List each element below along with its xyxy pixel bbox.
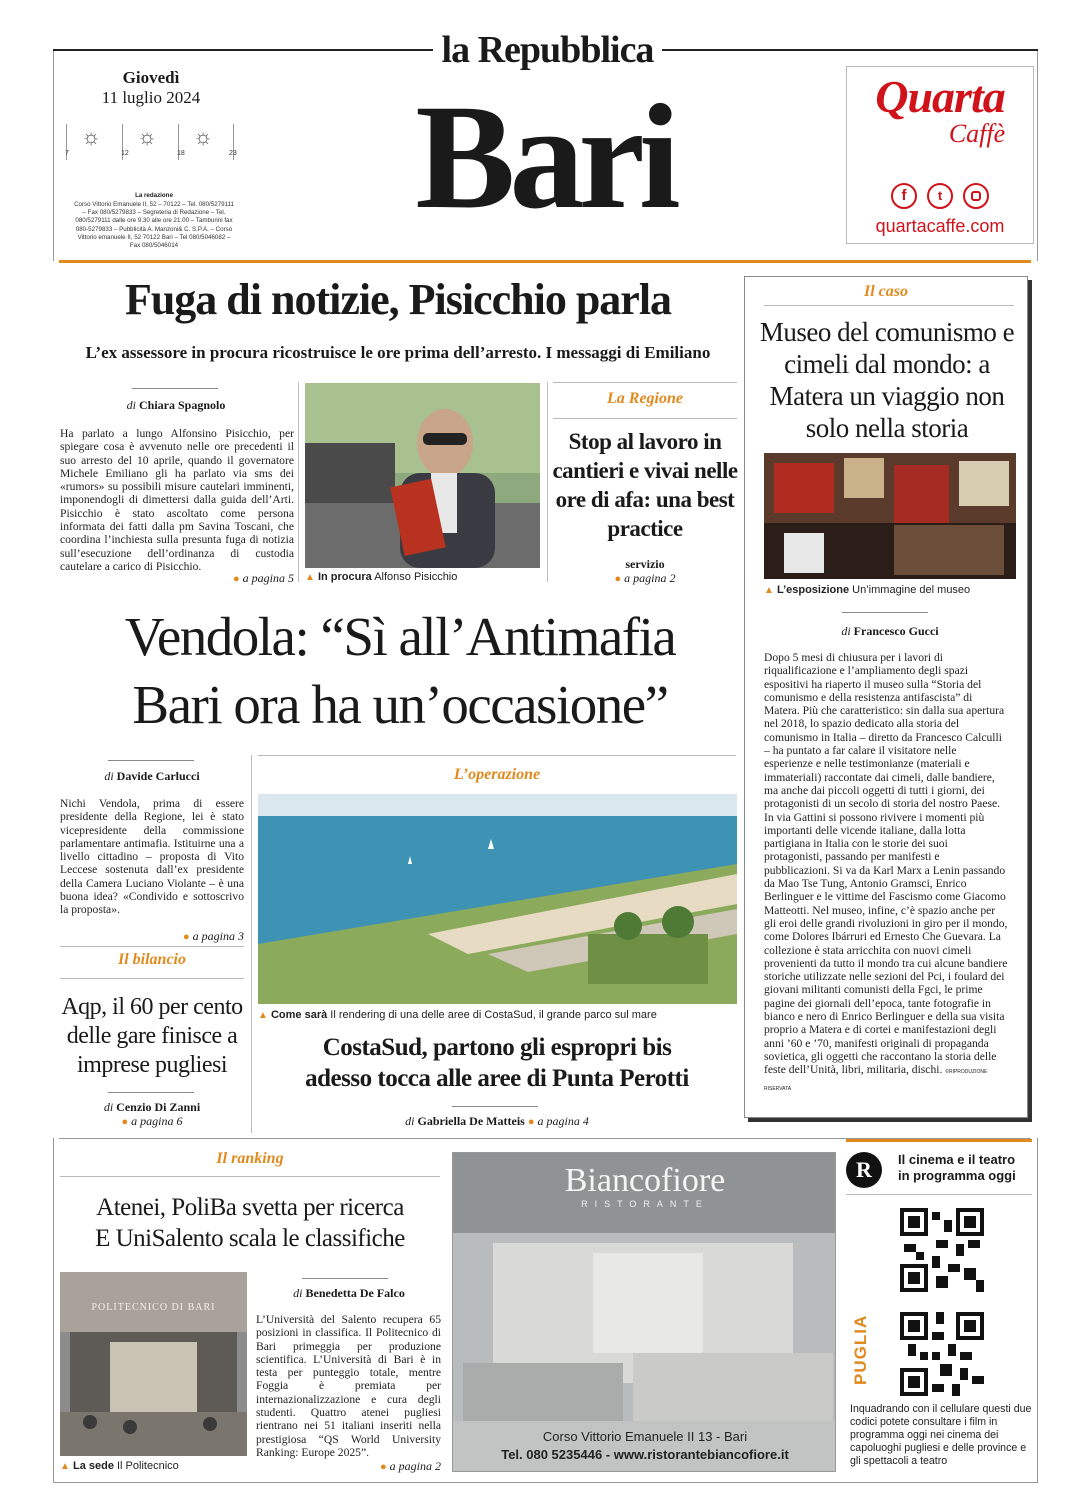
repubblica-logo: R <box>846 1152 882 1188</box>
page-border-bottom <box>53 1482 1038 1483</box>
weather-temp: 23 <box>229 150 237 157</box>
page-ref-text: a pagina 3 <box>192 929 244 943</box>
vendola-headline-line: Bari ora ha un’occasione” <box>132 674 668 735</box>
orange-dot-icon: ● <box>527 1116 535 1128</box>
byline-prefix: di <box>841 624 851 638</box>
byline-rule <box>842 612 928 613</box>
page-ref-text[interactable]: a pagina 4 <box>537 1114 589 1128</box>
section-rule <box>60 1176 440 1177</box>
caso-kicker: Il caso <box>864 283 908 300</box>
cinema-orange-rule <box>846 1139 1032 1142</box>
masthead-rule-right <box>662 49 1038 51</box>
byline-prefix: di <box>293 1286 303 1300</box>
politecnico-sign: POLITECNICO DI BARI <box>91 1302 216 1313</box>
quarta-brand-sub: Caffè <box>948 119 1006 148</box>
biancofiore-sub: RISTORANTE <box>581 1199 709 1209</box>
page-border-right <box>1037 51 1038 261</box>
weather-strip <box>66 124 250 160</box>
ad-quarta-caffe[interactable] <box>846 66 1034 244</box>
triangle-icon: ▲ <box>305 572 315 583</box>
bilancio-page-ref[interactable] <box>60 1114 244 1129</box>
masthead-rule-left <box>53 49 433 51</box>
operazione-byline <box>258 1114 736 1129</box>
vendola-body: Nichi Vendola, prima di essere presidente della Regione, lei è stato vicepresidente della commissione parlamentare antimafia. Istituirne una a livello cittadino – proposta di Vito Leccese sostenuta dall’ex presidente della Camera Luciano Violante – è una buona idea? «Condivido e sottoscrivo la proposta». <box>60 797 244 917</box>
operazione-headline[interactable] <box>258 1032 736 1094</box>
page-ref-text: a pagina 5 <box>242 571 294 585</box>
byline-prefix: di <box>126 398 136 412</box>
pisicchio-caption <box>305 571 545 583</box>
politecnico-photo <box>60 1272 247 1456</box>
quarta-brand: Quarta <box>875 71 1005 122</box>
byline-rule <box>108 1092 194 1093</box>
page-ref-text: a pagina 6 <box>131 1114 183 1128</box>
byline-author[interactable]: Davide Carlucci <box>116 769 200 783</box>
museum-photo <box>764 453 1016 579</box>
page-border-right <box>1037 1138 1038 1482</box>
section-rule <box>846 1194 1032 1195</box>
orange-dot-icon: ● <box>380 1461 387 1473</box>
bilancio-byline <box>60 1100 244 1115</box>
bilancio-kicker: Il bilancio <box>117 951 186 968</box>
cinema-title <box>898 1152 1032 1184</box>
date-day: Giovedì <box>122 68 180 87</box>
column-divider <box>251 755 252 1133</box>
ranking-headline-line: E UniSalento scala le classifiche <box>95 1225 405 1252</box>
caption-label: L’esposizione <box>776 584 850 596</box>
ad-biancofiore[interactable] <box>452 1152 836 1472</box>
politecnico-caption <box>60 1460 250 1472</box>
pisicchio-photo <box>305 383 540 568</box>
city-title: Bari <box>415 74 675 240</box>
page-border-left <box>53 51 54 261</box>
triangle-icon: ▲ <box>60 1461 70 1472</box>
section-rule <box>553 382 737 383</box>
operazione-headline-line: adesso tocca alle aree di Punta Perotti <box>305 1065 689 1092</box>
ranking-headline[interactable] <box>60 1192 440 1254</box>
caso-body <box>764 651 1008 1096</box>
weather-temp: 12 <box>121 150 129 157</box>
ranking-byline <box>256 1286 442 1301</box>
copyright-note: ©RIPRODUZIONE RISERVATA <box>764 1069 988 1092</box>
cinema-title-line: in programma oggi <box>898 1168 1016 1183</box>
sun-icon: ☼ <box>137 124 158 149</box>
lead-byline <box>60 398 292 413</box>
lead-body: Ha parlato a lungo Alfonsino Pisicchio, per spiegare cosa è avvenuto nelle ore precedenti il suo arresto del 10 aprile, quando il governatore Michele Emiliano gli ha parlato via sms dei «rumors» su possibili misure cautelari imminenti, imponendogli di dimettersi dalla guida dell’Arti. Pisicchio è stato ascoltato come persona informata dei fatti dalla pm Savina Toscani, che coordina l’inchiesta sulla presunta fuga di notizia sull’esecuzione dell’ordinanza di custodia cautelare a carico di Pisicchio. <box>60 427 294 573</box>
caption-text: Il Politecnico <box>117 1460 179 1472</box>
ranking-body: L’Università del Salento recupera 65 posizioni in classifica. Il Politecnico di Bari primeggia per produzione scientifica. L’Università di Bari è in testa per punteggio totale, mentre Foggia è premiata per internazionalizzazione e cura degli studenti. Quattro atenei pugliesi rientrano nei 51 italiani inseriti nella prestigiosa “QS World University Ranking: Europe 2025”. <box>256 1313 441 1459</box>
date-full: 11 luglio 2024 <box>101 88 201 107</box>
byline-author[interactable]: Chiara Spagnolo <box>138 398 226 412</box>
lead-headline[interactable]: Fuga di notizie, Pisicchio parla <box>124 275 672 324</box>
section-rule <box>60 978 244 979</box>
byline-author[interactable]: Cenzio Di Zanni <box>116 1100 201 1114</box>
byline-rule <box>302 1278 388 1279</box>
caption-text: Alfonso Pisicchio <box>374 571 458 583</box>
column-divider <box>547 382 548 582</box>
region-label: PUGLIA <box>851 1314 870 1385</box>
ranking-kicker: Il ranking <box>216 1150 284 1167</box>
regione-page-ref[interactable] <box>553 571 737 586</box>
orange-dot-icon: ● <box>614 573 622 585</box>
caption-text: Il rendering di una delle aree di CostaSud, il grande parco sul mare <box>330 1009 657 1021</box>
byline-author[interactable]: Francesco Gucci <box>853 624 939 638</box>
qr-code-cinema[interactable] <box>900 1208 984 1292</box>
instagram-icon[interactable] <box>963 183 989 209</box>
cinema-title-line: Il cinema e il teatro <box>898 1152 1016 1167</box>
vendola-byline <box>60 769 244 784</box>
ranking-headline-line: Atenei, PoliBa svetta per ricerca <box>96 1194 404 1221</box>
caso-byline <box>764 624 1016 639</box>
section-rule <box>258 755 736 756</box>
regione-kicker: La Regione <box>607 390 683 407</box>
caption-label: Come sarà <box>270 1009 328 1021</box>
byline-prefix: di <box>103 1100 114 1114</box>
caption-text: Un’immagine del museo <box>852 584 971 596</box>
triangle-icon: ▲ <box>258 1010 268 1021</box>
page-border-left <box>53 1138 54 1482</box>
orange-dot-icon: ● <box>121 1116 129 1128</box>
byline-author[interactable]: Benedetta De Falco <box>305 1286 405 1300</box>
caso-headline[interactable]: Museo del comunismo e cimeli dal mondo: a Matera un viaggio non solo nella storia <box>759 317 1015 443</box>
byline-prefix: di <box>405 1114 415 1128</box>
sun-icon: ☼ <box>193 124 214 149</box>
sun-icon: ☼ <box>81 124 102 149</box>
biancofiore-contact[interactable]: Tel. 080 5235446 - www.ristorantebiancofiore.it <box>501 1447 789 1462</box>
vendola-headline[interactable] <box>60 603 740 739</box>
column-divider <box>298 382 299 582</box>
weather-slot <box>122 124 178 160</box>
costasud-rendering <box>258 794 737 1004</box>
biancofiore-address: Corso Vittorio Emanuele II 13 - Bari <box>542 1429 748 1444</box>
ranking-page-ref[interactable] <box>256 1459 441 1474</box>
lead-page-ref[interactable] <box>60 571 294 586</box>
caso-body-text: Dopo 5 mesi di chiusura per i lavori di riqualificazione e l’ampliamento degli spazi espositivi ha riaperto il museo sulla “Storia del comunismo e della resistenza antifascista” di Matera. Più che caratteristico: sin dalla sua apertura nel 2018, lo spazio dedicato alla storia del comunismo in Italia – diretto da Francesco Calculli – ha puntato a far calare il visitatore nelle esperienze e nelle testimonianze (materiali e immateriali) raccontate dai cimeli, dalle bandiere, ma anche dai piccoli oggetti di tutti i giorni, dei protagonisti di un secolo di storia del nostro Paese. In via Gattini si possono rivivere i momenti più importanti delle vicende italiane, dalla lotta partigiana in Italia con le storie dei suoi protagonisti, passando per manifesti e pubblicazioni. Si va da Karl Marx a Lenin passando da Mao Tse Tung, Antonio Gramsci, Enrico Berlinguer e le vittime del Fascismo come Giacomo Matteotti. Nel museo, infine, c’è spazio anche per gli eroi delle grandi rivoluzioni in giro per il mondo, come Dolores Ibárruri ed Ernesto Che Guevara. La collezione è stata arricchita con nuovi cimeli provenienti da tutto il mondo tra cui alcune bandiere storiche utilizzate nelle sezioni del Pci, i foulard dei giovani militanti comunisti della Fgci, le prime pagine dei giornali dell’epoca, tante fotografie in bianco e nero di Enrico Berlinguer e della sua visita proprio a Matera e di cortei e manifestazioni degli anni ’60 e ’70, manifesti originali di propaganda sovietica, gli oggetti che raccontano la storia delle feste dell’Unità, libri, militaria, dischi. <box>764 651 1008 1077</box>
weather-slot <box>177 124 237 160</box>
cinema-text: Inquadrando con il cellulare questi due codici potete consultare i film in programma oggi nei cinema dei capoluoghi pugliesi e delle province e gli spettacoli a teatro <box>850 1403 1032 1467</box>
bilancio-headline[interactable]: Aqp, il 60 per cento delle gare finisce a imprese pugliesi <box>61 994 243 1078</box>
masthead-orange-rule <box>59 260 1031 263</box>
regione-label: servizio <box>625 557 665 571</box>
byline-rule <box>132 388 218 389</box>
operazione-headline-line: CostaSud, partono gli espropri bis <box>322 1034 672 1061</box>
costasud-caption <box>258 1009 737 1021</box>
section-rule <box>553 418 737 419</box>
museum-caption <box>764 584 1020 596</box>
twitter-icon[interactable]: t <box>927 183 953 209</box>
byline-author[interactable]: Gabriella De Matteis <box>417 1114 525 1128</box>
caption-label: In procura <box>317 571 372 583</box>
page-ref-text: a pagina 2 <box>624 571 676 585</box>
operazione-kicker: L’operazione <box>453 766 541 783</box>
facebook-icon[interactable]: f <box>891 183 917 209</box>
section-rule <box>60 946 244 947</box>
regione-headline[interactable]: Stop al lavoro in cantieri e vivai nelle ore di afa: una best practice <box>552 429 738 541</box>
page-ref-text: a pagina 2 <box>389 1459 441 1473</box>
triangle-icon: ▲ <box>764 585 774 596</box>
vendola-page-ref[interactable] <box>60 929 244 944</box>
orange-dot-icon: ● <box>233 573 240 585</box>
newspaper-name: la Repubblica <box>441 29 654 71</box>
redazione-text: Corso Vittorio Emanuele II, 52 – 70122 – Tel. 080/5279111 – Fax 080/5279833 – Segreteria di Redazione – Tel. 080/5279111 dalle ore 9.30 alle ore 21.00 – Tamburini fax 080-5279833 – Pubblicità A. Manzoni& C. S.P.A. – Corso Vittorio emanuele II, 52 70122 Bari – Tel 080/5046082 – Fax 080/5046014 <box>74 201 234 250</box>
qr-code-teatro[interactable] <box>900 1312 984 1396</box>
weather-temp: 18 <box>177 150 185 157</box>
byline-prefix: di <box>104 769 114 783</box>
orange-dot-icon: ● <box>183 931 190 943</box>
byline-rule <box>452 1106 538 1107</box>
vendola-headline-line: Vendola: “Sì all’Antimafia <box>124 606 676 667</box>
byline-rule <box>108 760 194 761</box>
section-rule <box>764 305 1014 306</box>
caption-label: La sede <box>72 1460 114 1472</box>
weather-slot <box>66 124 122 160</box>
redazione-title: La redazione <box>135 192 173 199</box>
social-icons <box>891 183 991 211</box>
biancofiore-brand: Biancofiore <box>564 1162 726 1199</box>
quarta-url[interactable]: quartacaffe.com <box>875 216 1005 236</box>
lead-subhead: L’ex assessore in procura ricostruisce le ore prima dell’arresto. I messaggi di Emiliano <box>85 343 711 362</box>
weather-temp: 7 <box>65 150 69 157</box>
